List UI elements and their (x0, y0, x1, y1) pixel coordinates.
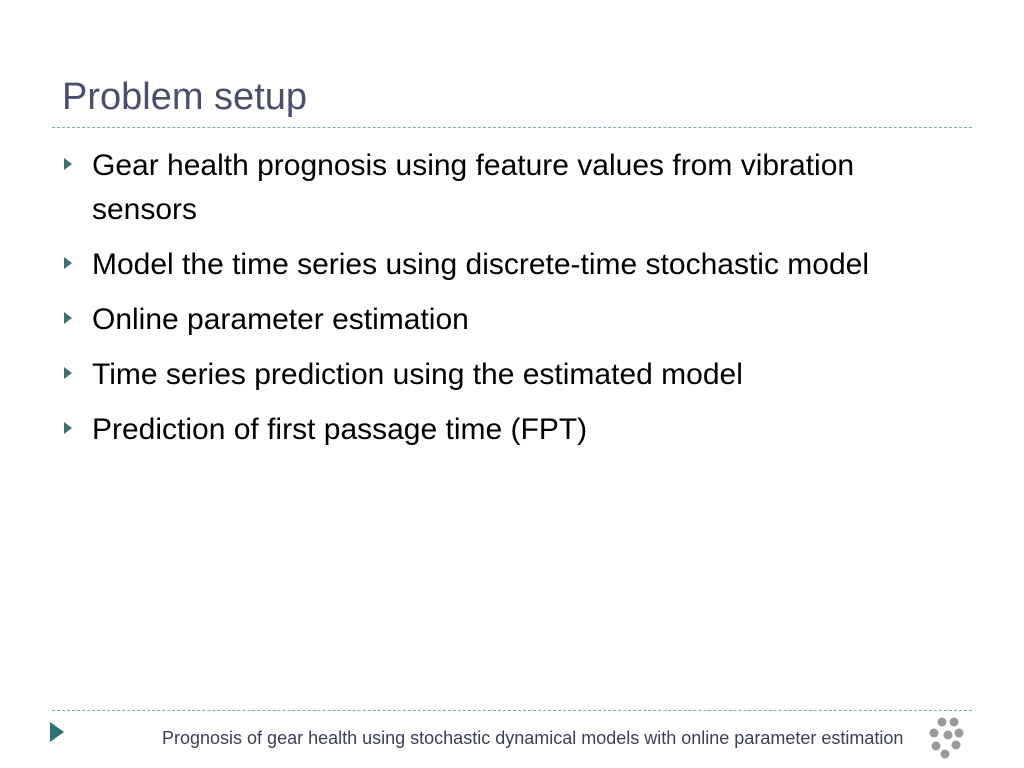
bullet-text: Gear health prognosis using feature values from vibration sensors (92, 149, 855, 226)
dots-cluster-icon (928, 716, 964, 760)
triangle-right-icon (64, 158, 72, 170)
triangle-right-icon (64, 422, 72, 434)
bullet-text: Prediction of first passage time (FPT) (92, 413, 588, 446)
bullet-item (56, 353, 966, 397)
footer-divider (52, 710, 972, 711)
triangle-right-icon (64, 312, 72, 324)
bullet-item (56, 408, 966, 452)
bullet-item (56, 243, 966, 287)
bullet-item (56, 144, 966, 232)
bullet-item (56, 298, 966, 342)
slide-title: Problem setup (62, 76, 308, 118)
bullet-list (56, 144, 966, 463)
play-arrow-icon[interactable] (50, 722, 64, 742)
bullet-text: Online parameter estimation (92, 303, 469, 336)
bullet-text: Model the time series using discrete-time stochastic model (92, 248, 869, 281)
footer-title: Prognosis of gear health using stochastic dynamical models with online parameter estimation (162, 728, 904, 748)
bullet-text: Time series prediction using the estimated model (92, 358, 743, 391)
title-divider (52, 127, 972, 128)
triangle-right-icon (64, 257, 72, 269)
triangle-right-icon (64, 367, 72, 379)
